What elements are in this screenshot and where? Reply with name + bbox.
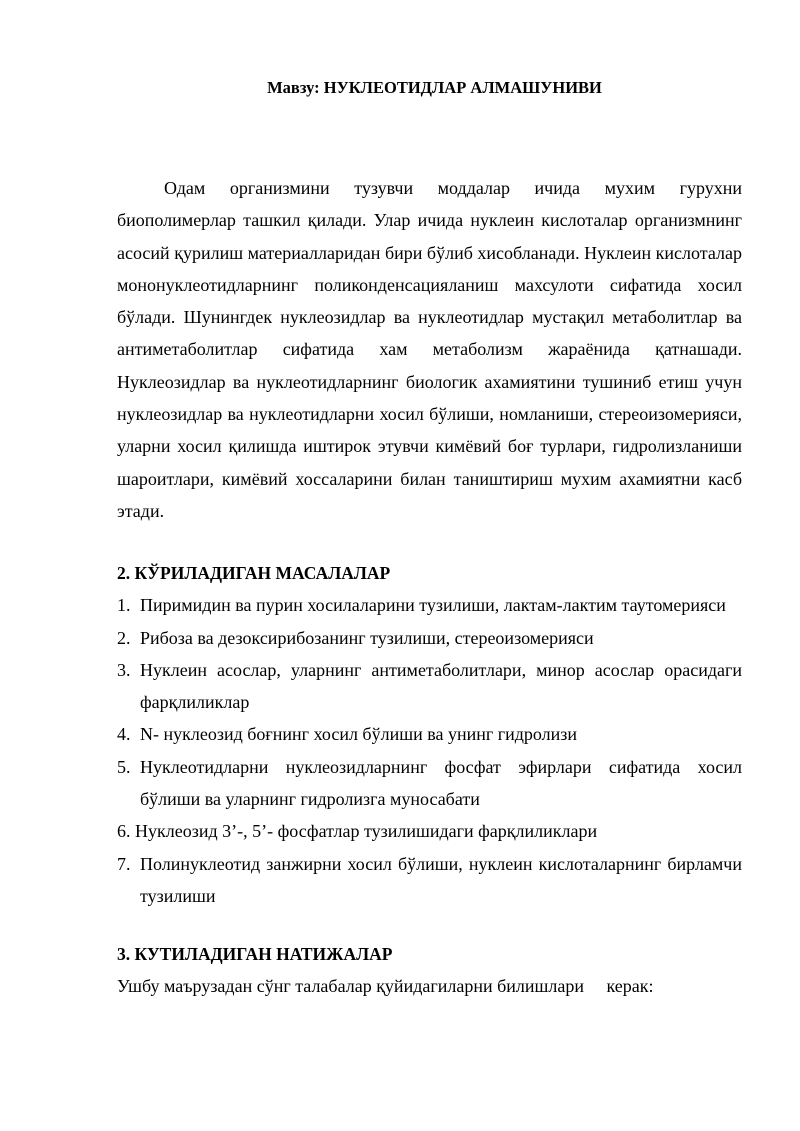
list-item (117, 622, 742, 654)
issues-list (117, 589, 742, 912)
list-item-number: 2. (117, 627, 131, 648)
section-3-text: Ушбу маърузадан сўнг талабалар қуйидагиларни билишлари керак: (117, 976, 654, 997)
list-item-text: Полинуклеотид занжирни хосил бўлиши, нуклеин кислоталарнинг бирламчи тузилиши (140, 853, 742, 906)
list-item (117, 654, 742, 719)
intro-paragraph: Одам организмини тузувчи моддалар ичида мухим гурухни биополимерлар ташкил қилади. Улар ичида нуклеин кислоталар организмнинг асосий қурилиш материалларидан бири бўлиб хисобланади. Нуклеин кислоталар мононуклеотидларнинг поликонденсацияланиш махсулоти сифатида хосил бўлади. Шунингдек нуклеозидлар ва нуклеотидлар мустақил метаболитлар ва антиметаболитлар сифатида хам метаболизм жараёнида қатнашади. Нуклеозидлар ва нуклеотидларнинг биологик ахамиятини тушиниб етиш учун нуклеозидлар ва нуклеотидларни хосил бўлиши, номланиши, стереоизомерияси, уларни хосил қилишда иштирок этувчи кимёвий боғ турлари, гидролизланиши шароитлари, кимёвий хоссаларини билан таништириш мухим ахамиятни касб этади. (117, 178, 742, 521)
list-item-number: 7. (117, 853, 131, 874)
list-item-number: 3. (117, 659, 131, 680)
list-item-number: 6. (117, 821, 131, 842)
list-item-text: N- нуклеозид боғнинг хосил бўлиши ва унинг гидролизи (140, 724, 578, 745)
page-title: Мавзу: НУКЛЕОТИДЛАР АЛМАШУНИВИ (267, 78, 602, 97)
list-item-number: 1. (117, 595, 131, 616)
section-3-heading: 3. КУТИЛАДИГАН НАТИЖАЛАР (117, 944, 393, 965)
list-item (117, 751, 742, 816)
list-item (117, 718, 742, 750)
document-page (117, 74, 742, 1003)
list-item-text: Рибоза ва дезоксирибозанинг тузилиши, стереоизомерияси (140, 627, 594, 648)
list-item (117, 815, 742, 847)
list-item-text: Нуклеозид 3’-, 5’- фосфатлар тузилишидаги фарқлиликлари (130, 821, 598, 842)
list-item-text: Нуклеин асослар, уларнинг антиметаболитлари, минор асослар орасидаги фарқлиликлар (140, 659, 742, 713)
list-item-number: 5. (117, 756, 131, 777)
list-item-text: Нуклеотидларни нуклеозидларнинг фосфат эфирлари сифатида хосил бўлиши ва уларнинг гидролизга муносабати (140, 756, 742, 810)
list-item-text: Пиримидин ва пурин хосилаларини тузилиши, лактам-лактим таутомерияси (140, 595, 726, 616)
list-item (117, 589, 742, 621)
list-item-number: 4. (117, 724, 131, 745)
section-2-heading: 2. КЎРИЛАДИГАН МАСАЛАЛАР (117, 563, 391, 584)
list-item (117, 848, 742, 913)
